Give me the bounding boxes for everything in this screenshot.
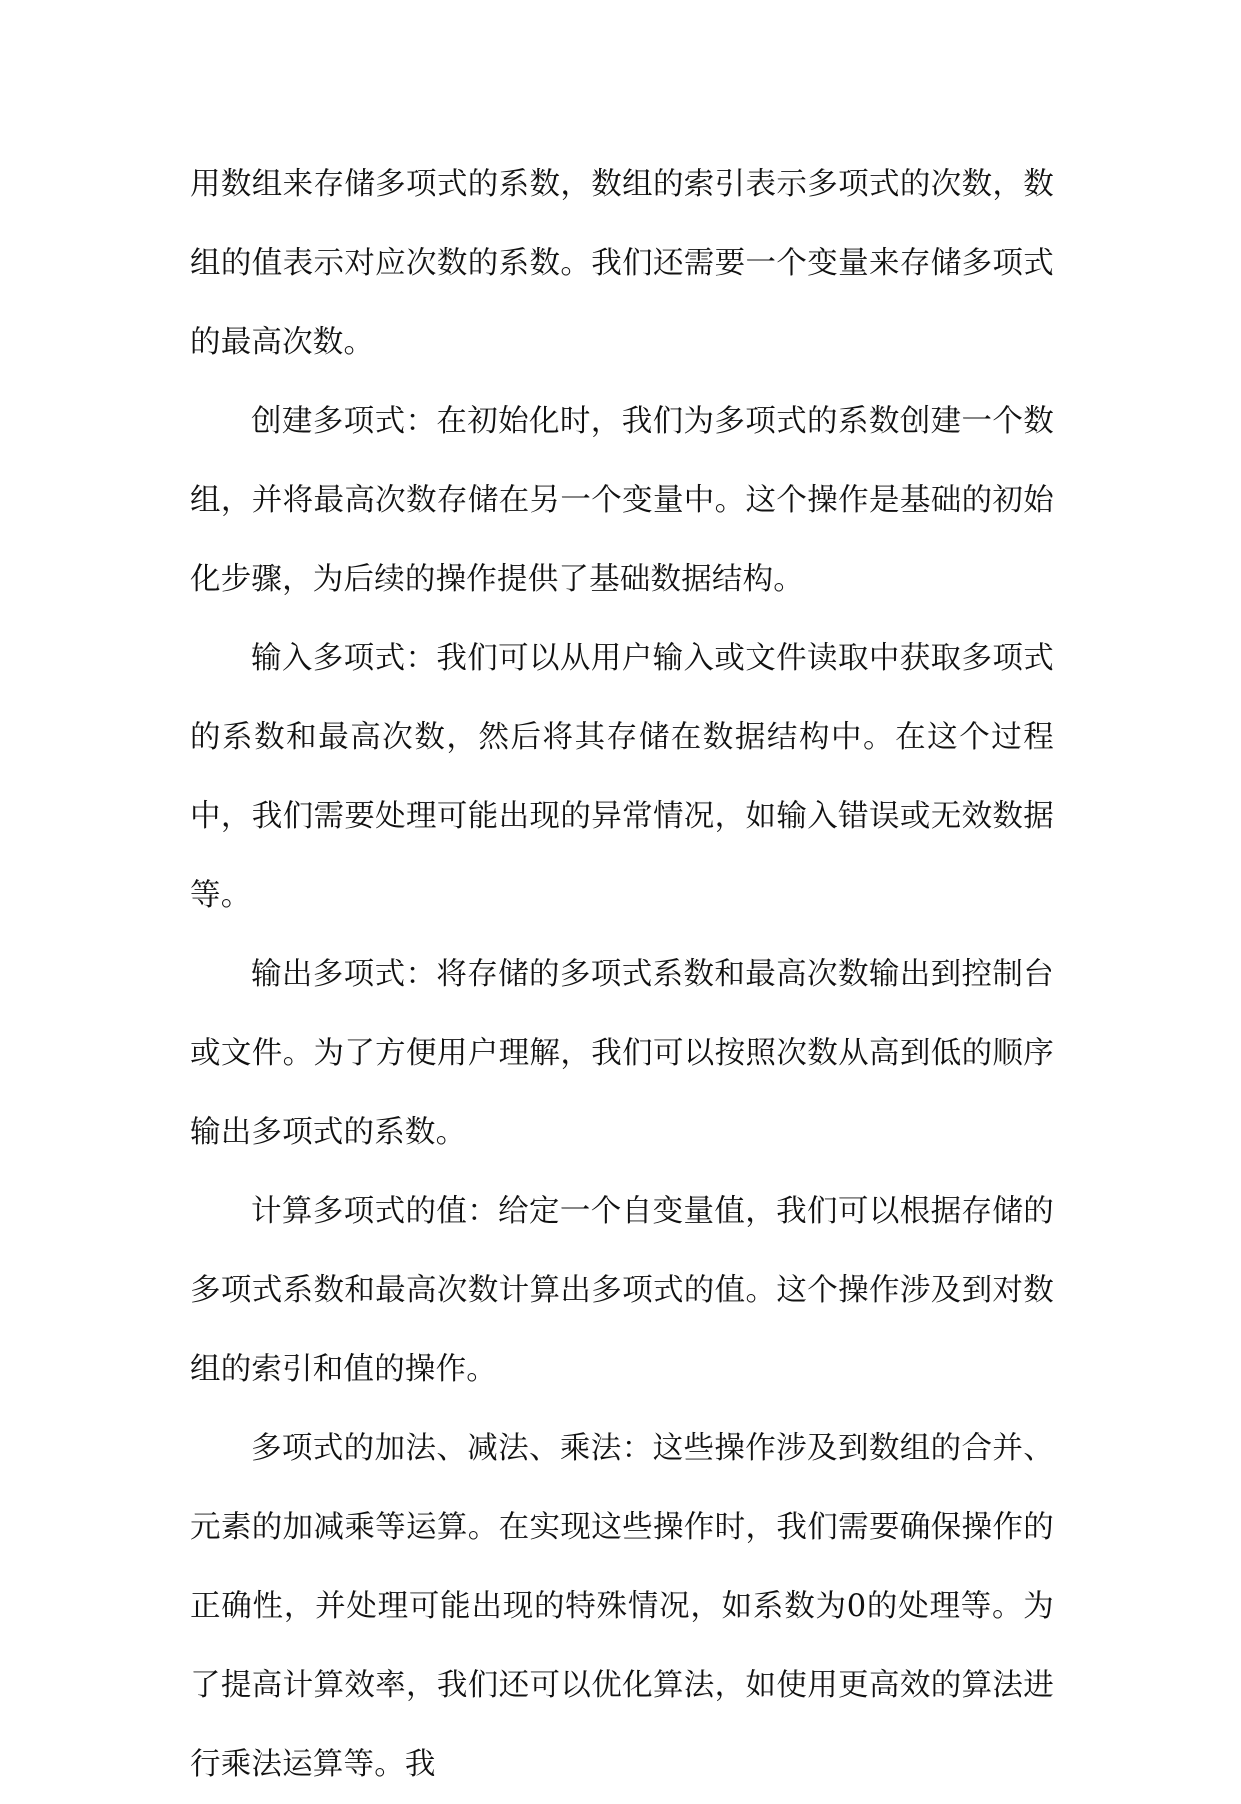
body-text	[190, 145, 1054, 1804]
paragraph-intro: 用数组来存储多项式的系数，数组的索引表示多项式的次数，数组的值表示对应次数的系数。我们还需要一个变量来存储多项式的最高次数。	[190, 167, 1054, 360]
paragraph-output-polynomial: 输出多项式：将存储的多项式系数和最高次数输出到控制台或文件。为了方便用户理解，我们可以按照次数从高到低的顺序输出多项式的系数。	[190, 957, 1054, 1150]
paragraph-arithmetic-operations: 多项式的加法、减法、乘法：这些操作涉及到数组的合并、元素的加减乘等运算。在实现这些操作时，我们需要确保操作的正确性，并处理可能出现的特殊情况，如系数为0的处理等。为了提高计算效率，我们还可以优化算法，如使用更高效的算法进行乘法运算等。我	[190, 1431, 1054, 1782]
paragraph-create-polynomial: 创建多项式：在初始化时，我们为多项式的系数创建一个数组，并将最高次数存储在另一个变量中。这个操作是基础的初始化步骤，为后续的操作提供了基础数据结构。	[190, 404, 1054, 597]
paragraph-evaluate-polynomial: 计算多项式的值：给定一个自变量值，我们可以根据存储的多项式系数和最高次数计算出多项式的值。这个操作涉及到对数组的索引和值的操作。	[190, 1194, 1054, 1387]
paragraph-input-polynomial: 输入多项式：我们可以从用户输入或文件读取中获取多项式的系数和最高次数，然后将其存储在数据结构中。在这个过程中，我们需要处理可能出现的异常情况，如输入错误或无效数据等。	[190, 641, 1054, 913]
